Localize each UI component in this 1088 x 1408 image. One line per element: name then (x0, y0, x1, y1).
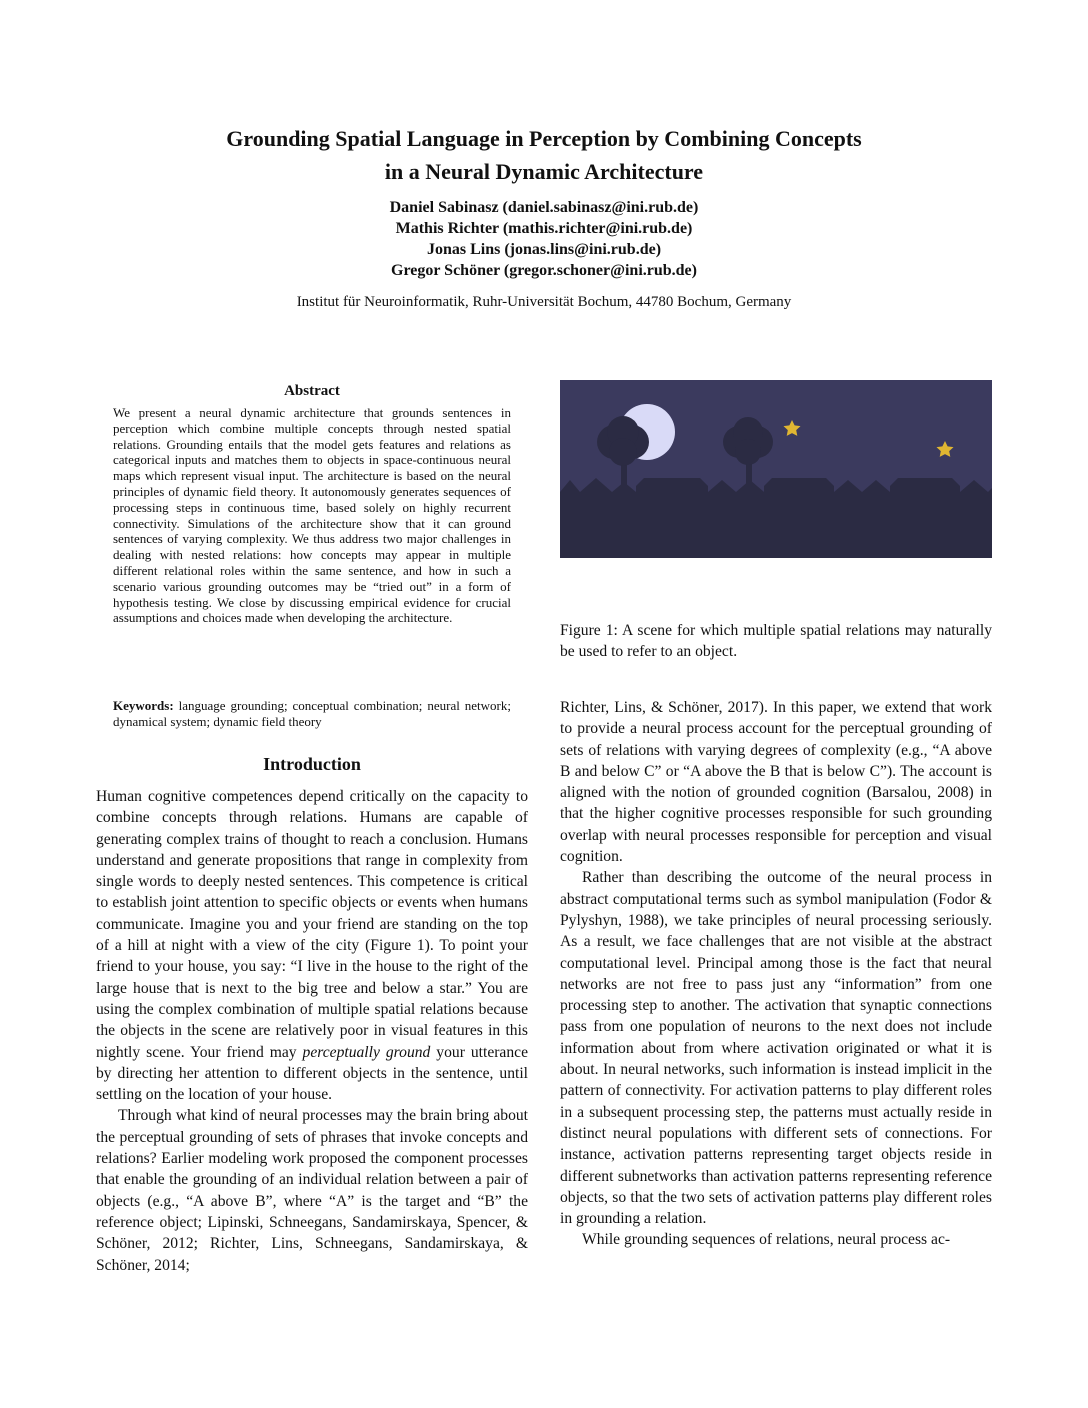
right-paragraph-1: Richter, Lins, & Schöner, 2017). In this paper, we extend that work to provide a neural process account for the perceptual grounding of sets of relations with varying degrees of complexity (e.g., “A above B and below C” or “A above the B that is below C”). The account is aligned with the notion of grounded cognition (Barsalou, 2008) in that the higher cognitive processes responsible for such grounding overlap with neural processes responsible for perception and visual cognition. (560, 699, 992, 866)
ground (560, 532, 992, 558)
affiliation: Institut für Neuroinformatik, Ruhr-Universität Bochum, 44780 Bochum, Germany (296, 294, 792, 310)
right-paragraph-2: Rather than describing the outcome of the neural process in abstract computational terms such as symbol manipulation (Fodor & Pylyshyn, 1988), we take principles of neural processing seriously. As a result, we face challenges that are not visible at the abstract computational level. Principal among those is the fact that neural networks are not free to pass just any “information” from one processing step to another. The activation that synaptic connections pass from one population of neurons to the next does not include information about from where activation originated or what it is about. In neural networks, such information is instead implicit in the pattern of connectivity. For activation patterns to play different roles in a subsequent processing step, the patterns must actually reside in distinct neural populations with different sets of connections. For instance, activation patterns representing target objects reside in different subnetworks than activation patterns representing reference objects, so that the two sets of activation patterns play different roles in grounding a relation. (560, 869, 992, 1228)
keywords (113, 698, 511, 730)
author-list (100, 197, 988, 281)
right-paragraph-3: While grounding sequences of relations, neural process ac- (582, 1231, 951, 1249)
abstract-text: We present a neural dynamic architecture that grounds sentences in perception which combine multiple concepts through nested spatial relations. Grounding entails that the model gets features and relations as categorical inputs and matches them to objects in space-continuous neural maps which represent visual input. The architecture is based on the neural principles of dynamic field theory. It autonomously generates sequences of processing steps in continuous time, based solely on highly recurrent connectivity. Simulations of the architecture show that it can ground sentences of varying complexity. We thus address two major challenges in dealing with nested relations: how concepts may appear in multiple different relational roles within the same sentence, and how in such a scenario various grounding outcomes may be “tried out” in a form of hypothesis testing. We close by discussing empirical evidence for crucial assumptions and choices made when developing the architecture. (113, 405, 511, 626)
title-line-2: in a Neural Dynamic Architecture (384, 159, 704, 184)
left-column-body (96, 786, 528, 1276)
keywords-text: language grounding; conceptual combination; neural network; dynamical system; dynamic field theory (113, 698, 512, 729)
keywords-label: Keywords: (113, 698, 174, 713)
intro-p1-emphasis: perceptually ground (302, 1043, 431, 1061)
author-2: Mathis Richter (mathis.richter@ini.rub.de) (395, 220, 693, 237)
author-3: Jonas Lins (jonas.lins@ini.rub.de) (426, 241, 662, 258)
intro-p1-part-a: Human cognitive competences depend critically on the capacity to combine concepts through relations. Humans are capable of generating complex trains of thought to reach a conclusion. Humans understand and generate propositions that range in complexity from single words to deeply nested sentences. This competence is critical to establish joint attention to specific objects or events when humans communicate. Imagine you and your friend are standing on the top of a hill at night with a view of the city (Figure 1). To point your friend to your house, you say: “I live in the house to the right of the large house that is next to the big tree and below a star.” You are using the complex combination of multiple spatial relations because the objects in the scene are relatively poor in visual features in this nightly scene. Your friend may (96, 788, 528, 1061)
author-1: Daniel Sabinasz (daniel.sabinasz@ini.rub.de) (389, 199, 699, 216)
right-column-body (560, 697, 992, 1251)
section-heading-introduction: Introduction (263, 754, 361, 774)
author-4: Gregor Schöner (gregor.schoner@ini.rub.de) (391, 262, 697, 279)
intro-p1-part-b: your utterance by directing her attention to different objects in the sentence, until settling on the location of your house. (96, 1043, 528, 1104)
intro-paragraph-1 (96, 786, 528, 1105)
figure-1-caption: Figure 1: A scene for which multiple spatial relations may naturally be used to refer to an object. (560, 622, 992, 661)
paper-title (100, 122, 988, 188)
title-line-1: Grounding Spatial Language in Perception by Combining Concepts (226, 126, 862, 151)
abstract-heading: Abstract (284, 383, 340, 399)
intro-paragraph-2: Through what kind of neural processes may the brain bring about the perceptual grounding of sets of phrases that invoke concepts and relations? Earlier modeling work proposed the component processes that enable the grounding of an individual relation between a pair of objects (e.g., “A above B”, where “A” is the target and “B” the reference object; Lipinski, Schneegans, Sandamirskaya, Spencer, & Schöner, 2012; Richter, Lins, Schneegans, Sandamirskaya, & Schöner, 2014; (96, 1107, 528, 1274)
figure-1-night-scene (560, 380, 992, 558)
